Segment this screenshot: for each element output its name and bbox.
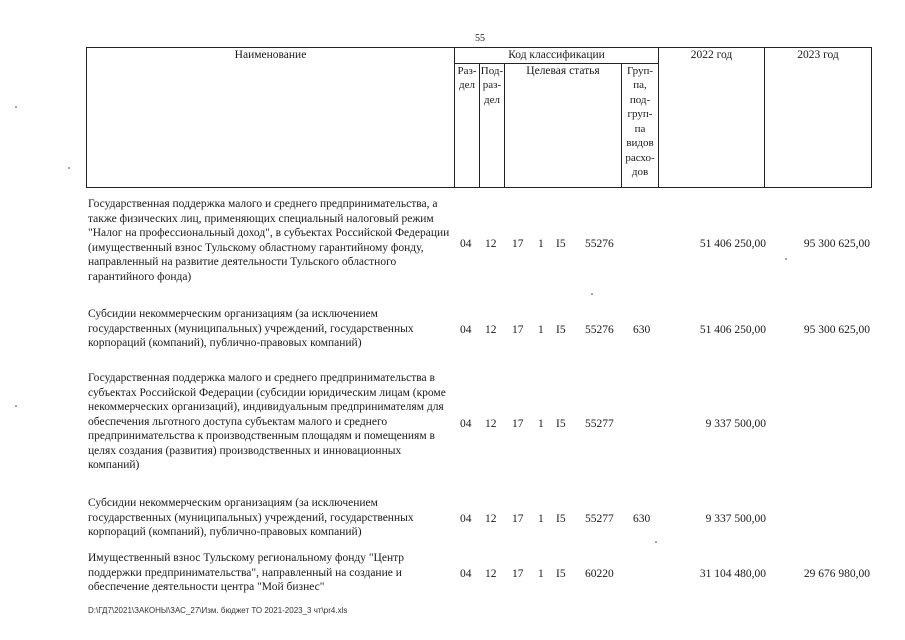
header-group-line: расхо-: [625, 151, 655, 164]
row-target-subprogram: 1: [538, 568, 544, 580]
header-year-2023: 2023 год: [765, 48, 872, 188]
header-target-article: Целевая статья: [505, 63, 622, 187]
row-podrazdel: 12: [485, 513, 497, 525]
header-group-line: груп-: [627, 108, 653, 120]
row-target-program: 17: [512, 418, 524, 430]
header-year-2022: 2022 год: [659, 48, 765, 188]
row-podrazdel: 12: [485, 418, 497, 430]
row-target-subprogram: 1: [538, 238, 544, 250]
row-expense-group: 630: [633, 513, 651, 525]
header-code-group: Код классификации: [455, 48, 659, 64]
row-razdel: 04: [460, 418, 472, 430]
row-name: Субсидии некоммерческим организациям (за исключением государственных (муниципальных) учреждений, государственных корпораций (компаний), публично-правовых компаний): [88, 497, 414, 538]
row-amount-2022: 31 104 480,00: [699, 568, 766, 580]
row-target-program: 17: [512, 324, 524, 336]
header-razdel-line: Раз-: [457, 64, 477, 77]
header-group-line: дов: [631, 166, 649, 178]
row-target-project: I5: [556, 513, 566, 525]
header-podrazdel-line: раз-: [482, 79, 502, 91]
page-number: 55: [475, 33, 485, 44]
scan-speck: [15, 405, 17, 407]
header-group-line: под-: [629, 93, 651, 106]
row-target-project: I5: [556, 238, 566, 250]
row-target-program: 17: [512, 513, 524, 525]
header-group-line: па: [634, 122, 646, 135]
row-target-direction: 55277: [585, 418, 614, 430]
header-group: [622, 63, 659, 187]
row-razdel: 04: [460, 324, 472, 336]
row-amount-2023: 95 300 625,00: [803, 324, 870, 336]
row-target-project: I5: [556, 418, 566, 430]
row-name: Государственная поддержка малого и среднего предпринимательства в субъектах Российской Федерации (субсидии юридическим лицам (кроме некоммерческих организаций), индивидуальным предпринимателям для обеспечения льготного доступа субъектам малого и среднего предпринимательства к производственным площадям и помещениям в целях создания (развития) производственных и инновационных компаний): [88, 372, 446, 471]
row-target-project: I5: [556, 324, 566, 336]
scan-speck: [15, 106, 17, 108]
header-name: Наименование: [87, 48, 455, 188]
row-razdel: 04: [460, 238, 472, 250]
header-group-line: видов: [626, 137, 654, 149]
row-target-program: 17: [512, 238, 524, 250]
row-podrazdel: 12: [485, 324, 497, 336]
row-amount-2022: 9 337 500,00: [705, 513, 766, 525]
row-podrazdel: 12: [485, 238, 497, 250]
row-expense-group: 630: [633, 324, 651, 336]
row-amount-2022: 51 406 250,00: [699, 324, 766, 336]
row-name: Субсидии некоммерческим организациям (за исключением государственных (муниципальных) учреждений, государственных корпораций (компаний), публично-правовых компаний): [88, 308, 414, 349]
row-razdel: 04: [460, 568, 472, 580]
row-name: Имущественный взнос Тульскому региональному фонду "Центр поддержки предпринимательства", направленный на создание и обеспечение деятельности центра "Мой бизнес": [88, 552, 405, 593]
scan-speck: [785, 258, 787, 260]
row-target-direction: 55277: [585, 513, 614, 525]
header-group-line: па,: [633, 79, 647, 91]
file-path-footer: D:\ГД7\2021\ЗАКОНЫ\ЗАС_27\Изм. бюджет ТО 2021-2023_3 чт\pr4.xls: [88, 606, 348, 615]
row-target-direction: 60220: [585, 568, 614, 580]
row-target-subprogram: 1: [538, 324, 544, 336]
scan-speck: [68, 167, 70, 169]
row-target-direction: 55276: [585, 324, 614, 336]
header-podrazdel: [480, 63, 505, 187]
header-table: [86, 47, 872, 188]
row-podrazdel: 12: [485, 568, 497, 580]
header-razdel-line: дел: [459, 79, 475, 91]
row-amount-2022: 51 406 250,00: [699, 238, 766, 250]
row-name: Государственная поддержка малого и среднего предпринимательства, а также физических лиц, применяющих специальный налоговый режим "Налог на профессиональный доход", в субъектах Российской Федерации (имущественный взнос Тульскому областному гарантийному фонду, направленный на развитие деятельности Тульского областного гарантийного фонда): [88, 198, 450, 283]
row-amount-2023: 29 676 980,00: [803, 568, 870, 580]
row-target-subprogram: 1: [538, 513, 544, 525]
row-amount-2023: 95 300 625,00: [803, 238, 870, 250]
header-group-line: Груп-: [626, 64, 654, 77]
row-target-subprogram: 1: [538, 418, 544, 430]
header-razdel: [455, 63, 480, 187]
scan-speck: [591, 293, 593, 295]
header-podrazdel-line: дел: [484, 93, 500, 106]
row-amount-2022: 9 337 500,00: [705, 418, 766, 430]
scan-speck: [655, 541, 657, 543]
header-podrazdel-line: Под-: [480, 64, 504, 77]
row-target-direction: 55276: [585, 238, 614, 250]
row-razdel: 04: [460, 513, 472, 525]
row-target-project: I5: [556, 568, 566, 580]
row-target-program: 17: [512, 568, 524, 580]
